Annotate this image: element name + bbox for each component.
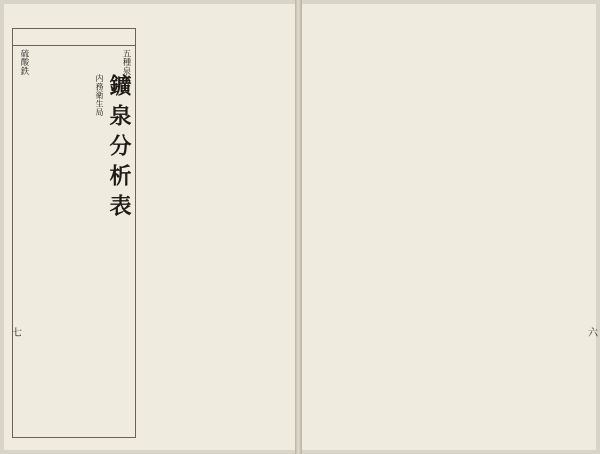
page-title: 鑛泉分析表 <box>106 74 132 224</box>
text-line <box>189 28 200 423</box>
table-data-column <box>47 49 59 429</box>
text-line <box>462 28 472 428</box>
table-footer-label: 硫酸鉄 <box>20 49 30 76</box>
table-header-row <box>13 29 135 46</box>
text-line <box>409 28 419 428</box>
right-body-text <box>316 28 578 428</box>
title-annotation: 内務衛生局 <box>95 74 104 117</box>
text-line <box>541 28 551 428</box>
left-body-text <box>138 28 288 423</box>
text-line <box>227 28 238 423</box>
title-annotation <box>80 74 91 254</box>
text-line <box>369 28 379 428</box>
text-line <box>176 28 187 423</box>
text-line <box>138 28 149 423</box>
table-row-label: 五種泉名 <box>122 49 132 85</box>
text-line <box>528 28 538 428</box>
left-page <box>4 4 295 450</box>
text-line <box>435 28 445 428</box>
text-line <box>475 28 485 428</box>
right-page <box>302 4 596 450</box>
table-data-column <box>33 49 45 429</box>
text-line <box>382 28 392 428</box>
text-line <box>277 28 288 423</box>
page-number: 七 <box>12 328 22 339</box>
text-line <box>201 28 212 423</box>
text-line <box>214 28 225 423</box>
text-line <box>316 28 326 428</box>
page-number: 六 <box>588 328 598 339</box>
text-line <box>343 28 353 428</box>
text-line <box>488 28 498 428</box>
table-data-column <box>61 49 73 429</box>
text-line <box>252 28 263 423</box>
text-line <box>502 28 512 428</box>
text-line <box>329 28 339 428</box>
text-line <box>555 28 565 428</box>
text-line <box>356 28 366 428</box>
text-line <box>265 28 276 423</box>
text-line <box>515 28 525 428</box>
text-line <box>163 28 174 423</box>
text-line <box>568 28 578 428</box>
book-gutter <box>295 0 302 454</box>
text-line <box>449 28 459 428</box>
text-line <box>151 28 162 423</box>
text-line <box>396 28 406 428</box>
text-line <box>422 28 432 428</box>
text-line <box>239 28 250 423</box>
